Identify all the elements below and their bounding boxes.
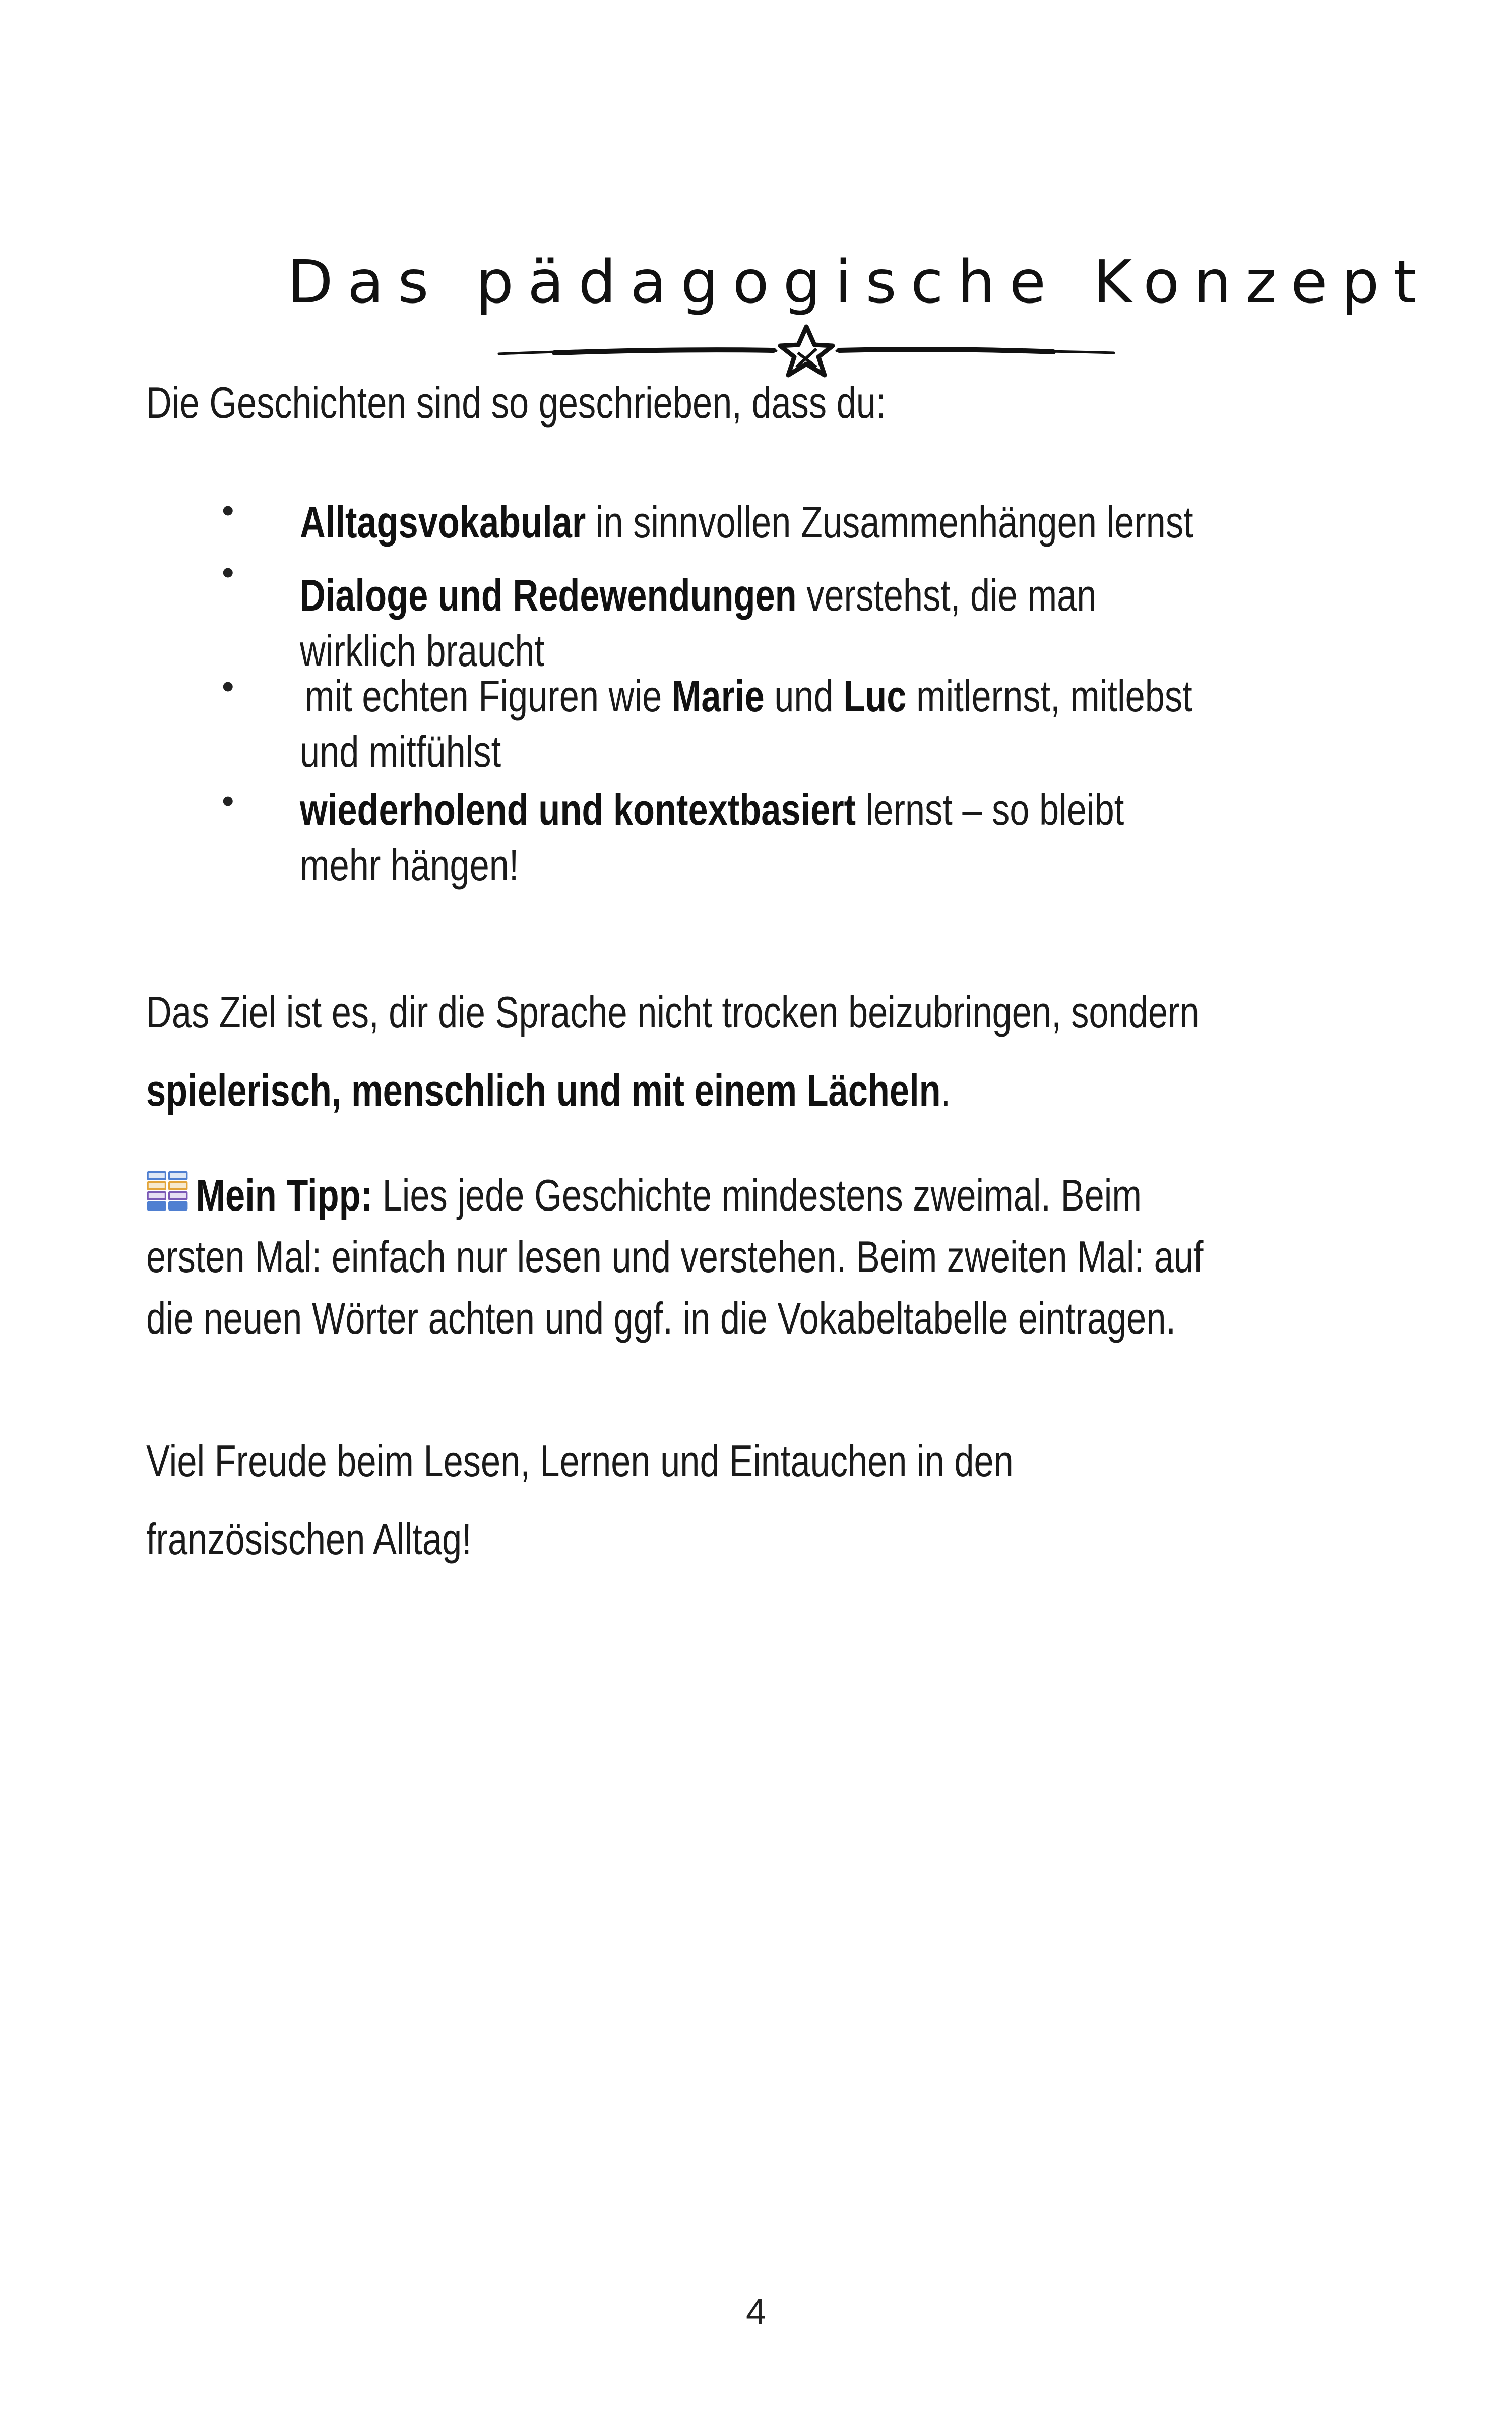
bullet-icon: • <box>222 667 234 706</box>
bullet-bold-text: Dialoge und Redewendungen <box>300 570 797 620</box>
bullet-icon: • <box>222 491 234 530</box>
books-icon <box>146 1169 188 1214</box>
star-divider-ornament <box>494 323 1119 378</box>
goal-bold-text: spielerisch, menschlich und mit einem Lächeln <box>146 1065 941 1115</box>
bullet-icon: • <box>222 553 234 592</box>
page-title: Das pädagogische Konzept <box>287 247 1431 317</box>
bullet-bold-text: Alltagsvokabular <box>300 497 586 547</box>
closing-paragraph: Viel Freude beim Lesen, Lernen und Eintauchen in den französischen Alltag! <box>146 1436 1014 1564</box>
bullet-icon: • <box>222 781 234 820</box>
tip-paragraph: Mein Tipp: Lies jede Geschichte mindestens zweimal. Beim ersten Mal: einfach nur lesen und verstehen. Beim zweiten Mal: auf die neuen Wörter achten und ggf. in die Vokabeltabelle eintragen. <box>146 1165 1154 1349</box>
intro-text: Die Geschichten sind so geschrieben, dass du: <box>146 378 886 428</box>
bullet-continuation: wirklich braucht <box>300 626 545 676</box>
bullet-continuation: mehr hängen! <box>300 840 519 890</box>
book-page: Das pädagogische Konzept Die Geschichten sind so geschrieben, dass du: • Alltagsvokabular in sinnvollen Zusammenhängen lernst • Dialoge und Redewendungen verstehst, die man wirklich braucht • mit echten Figuren wie Marie und Luc mitlernst, mitlebst und mitfühlst • wiederholend und kontextbasiert lernst – so bleibt mehr hängen! Das Ziel ist es, dir die Sprache nicht trocken beizubringen, sondern spielerisch, menschlich und mit einem Lächeln. Mein Tipp: Lies jede Geschichte mindestens zweimal. Beim ersten Mal: einfach nur lesen und verstehen. Beim zweiten Mal: auf die neuen Wörter achten und ggf. in die Vokabeltabelle eintragen. Viel Freude beim Lesen, Lernen und Eintauchen in den französischen Alltag! 4 <box>0 0 1512 2420</box>
goal-paragraph: Das Ziel ist es, dir die Sprache nicht trocken beizubringen, sondern spielerisch, menschlich und mit einem Lächeln. <box>146 987 1200 1115</box>
page-number: 4 <box>745 2292 767 2332</box>
bullet-bold-text: wiederholend und kontextbasiert <box>300 784 856 834</box>
bullet-continuation: und mitfühlst <box>300 727 501 776</box>
tip-label: Mein Tipp: <box>196 1170 373 1220</box>
